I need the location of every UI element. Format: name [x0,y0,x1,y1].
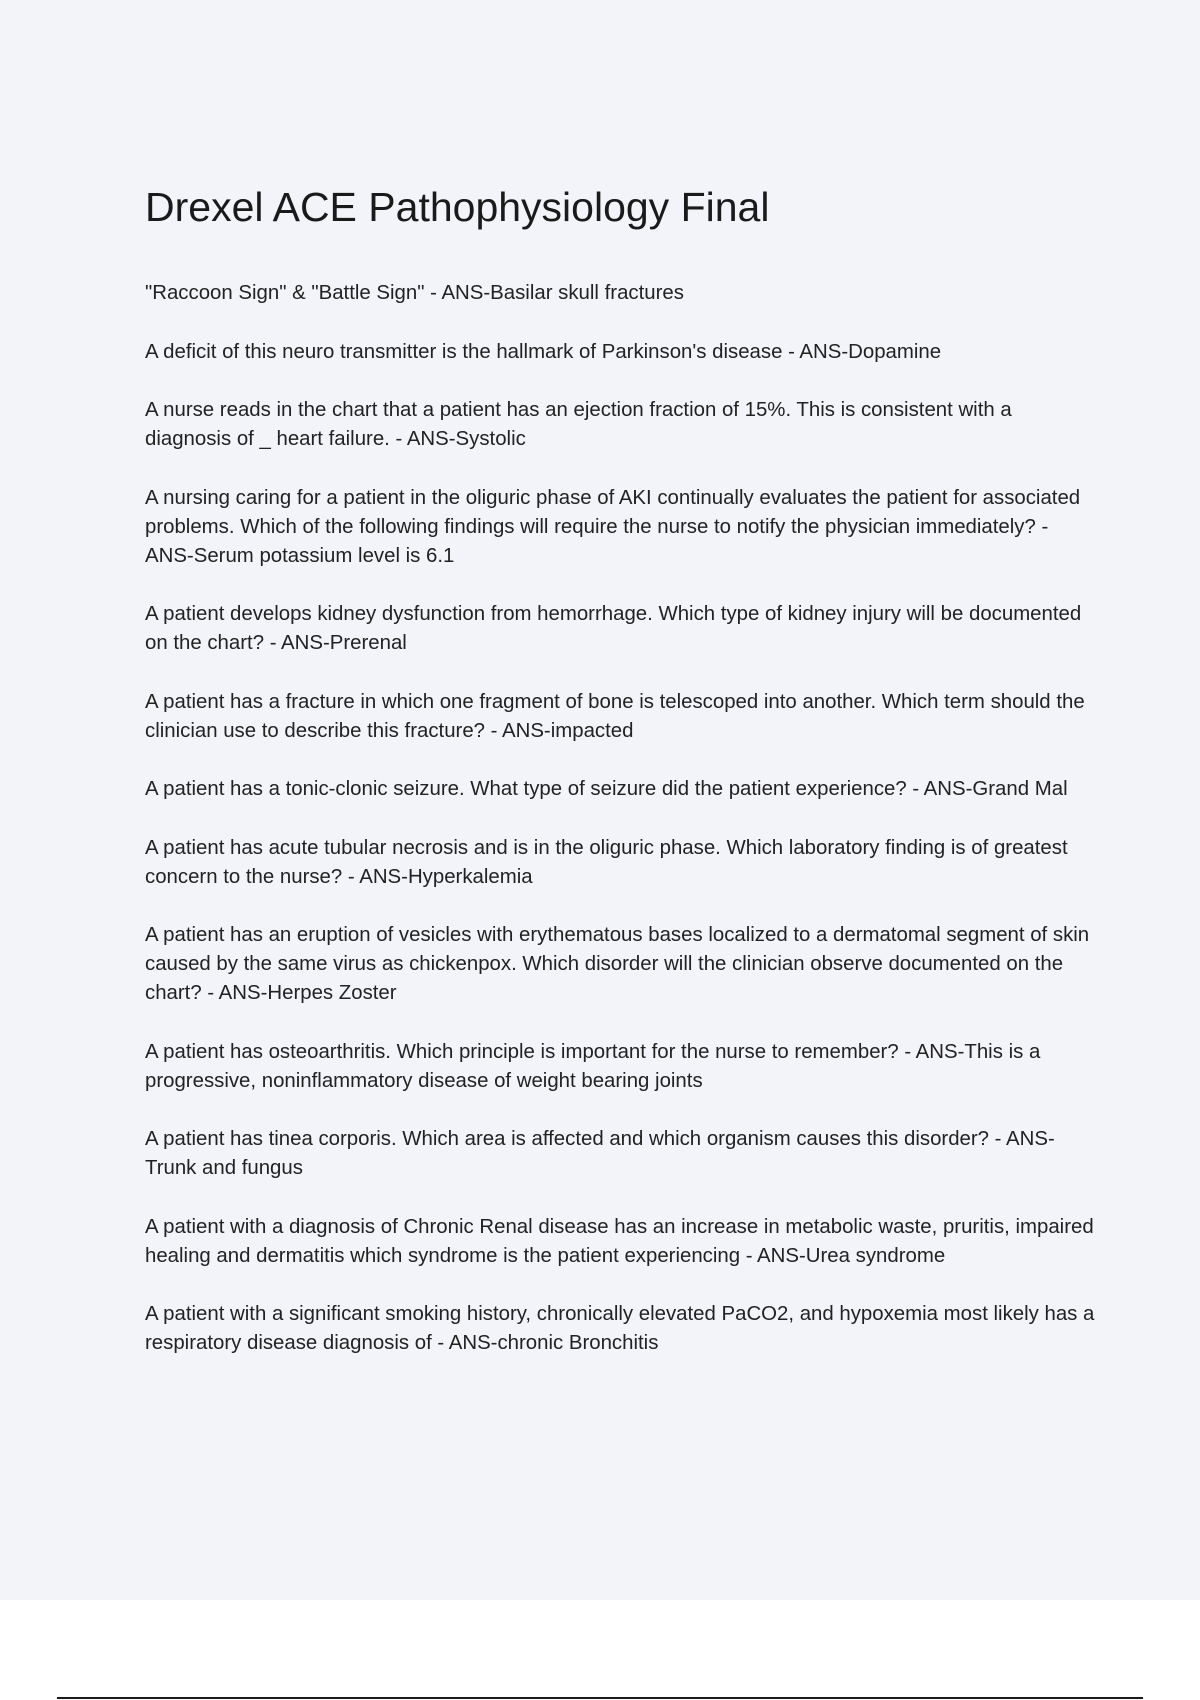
qa-item: A patient has tinea corporis. Which area is affected and which organism causes this disorder? - ANS-Trunk and fungus [145,1128,1055,1179]
qa-item: A nurse reads in the chart that a patient has an ejection fraction of 15%. This is consistent with a diagnosis of _ heart failure. - ANS-Systolic [145,399,1012,450]
document-title: Drexel ACE Pathophysiology Final [145,184,770,230]
qa-item: A patient has acute tubular necrosis and is in the oliguric phase. Which laboratory finding is of greatest concern to the nurse? - ANS-Hyperkalemia [145,836,1068,888]
qa-item: A deficit of this neuro transmitter is the hallmark of Parkinson's disease - ANS-Dopamine [145,340,942,363]
qa-item: A patient has a fracture in which one fragment of bone is telescoped into another. Which term should the clinician use to describe this fracture? - ANS-impacted [145,690,1085,742]
footer-divider [57,1697,1143,1699]
qa-item: A patient has osteoarthritis. Which principle is important for the nurse to remember? - ANS-This is a progressive, noninflammatory disease of weight bearing joints [145,1040,1041,1092]
qa-item: A patient with a significant smoking history, chronically elevated PaCO2, and hypoxemia most likely has a respiratory disease diagnosis of - ANS-chronic Bronchitis [145,1303,1095,1354]
qa-item: A nursing caring for a patient in the oliguric phase of AKI continually evaluates the patient for associated problems. Which of the following findings will require the nurse to notify the physician immediately? - ANS-Serum potassium level is 6.1 [145,486,1081,567]
qa-list [145,279,1100,1388]
qa-item: A patient has a tonic-clonic seizure. What type of seizure did the patient experience? - ANS-Grand Mal [145,778,1068,800]
qa-item: "Raccoon Sign" & "Battle Sign" - ANS-Basilar skull fractures [145,282,684,304]
qa-item: A patient develops kidney dysfunction from hemorrhage. Which type of kidney injury will be documented on the chart? - ANS-Prerenal [145,603,1082,654]
qa-item: A patient has an eruption of vesicles with erythematous bases localized to a dermatomal segment of skin caused by the same virus as chickenpox. Which disorder will the clinician observe documented on the chart? - ANS-Herpes Zoster [145,924,1090,1004]
qa-item: A patient with a diagnosis of Chronic Renal disease has an increase in metabolic waste, pruritis, impaired healing and dermatitis which syndrome is the patient experiencing - ANS-Urea syndrome [145,1215,1094,1267]
